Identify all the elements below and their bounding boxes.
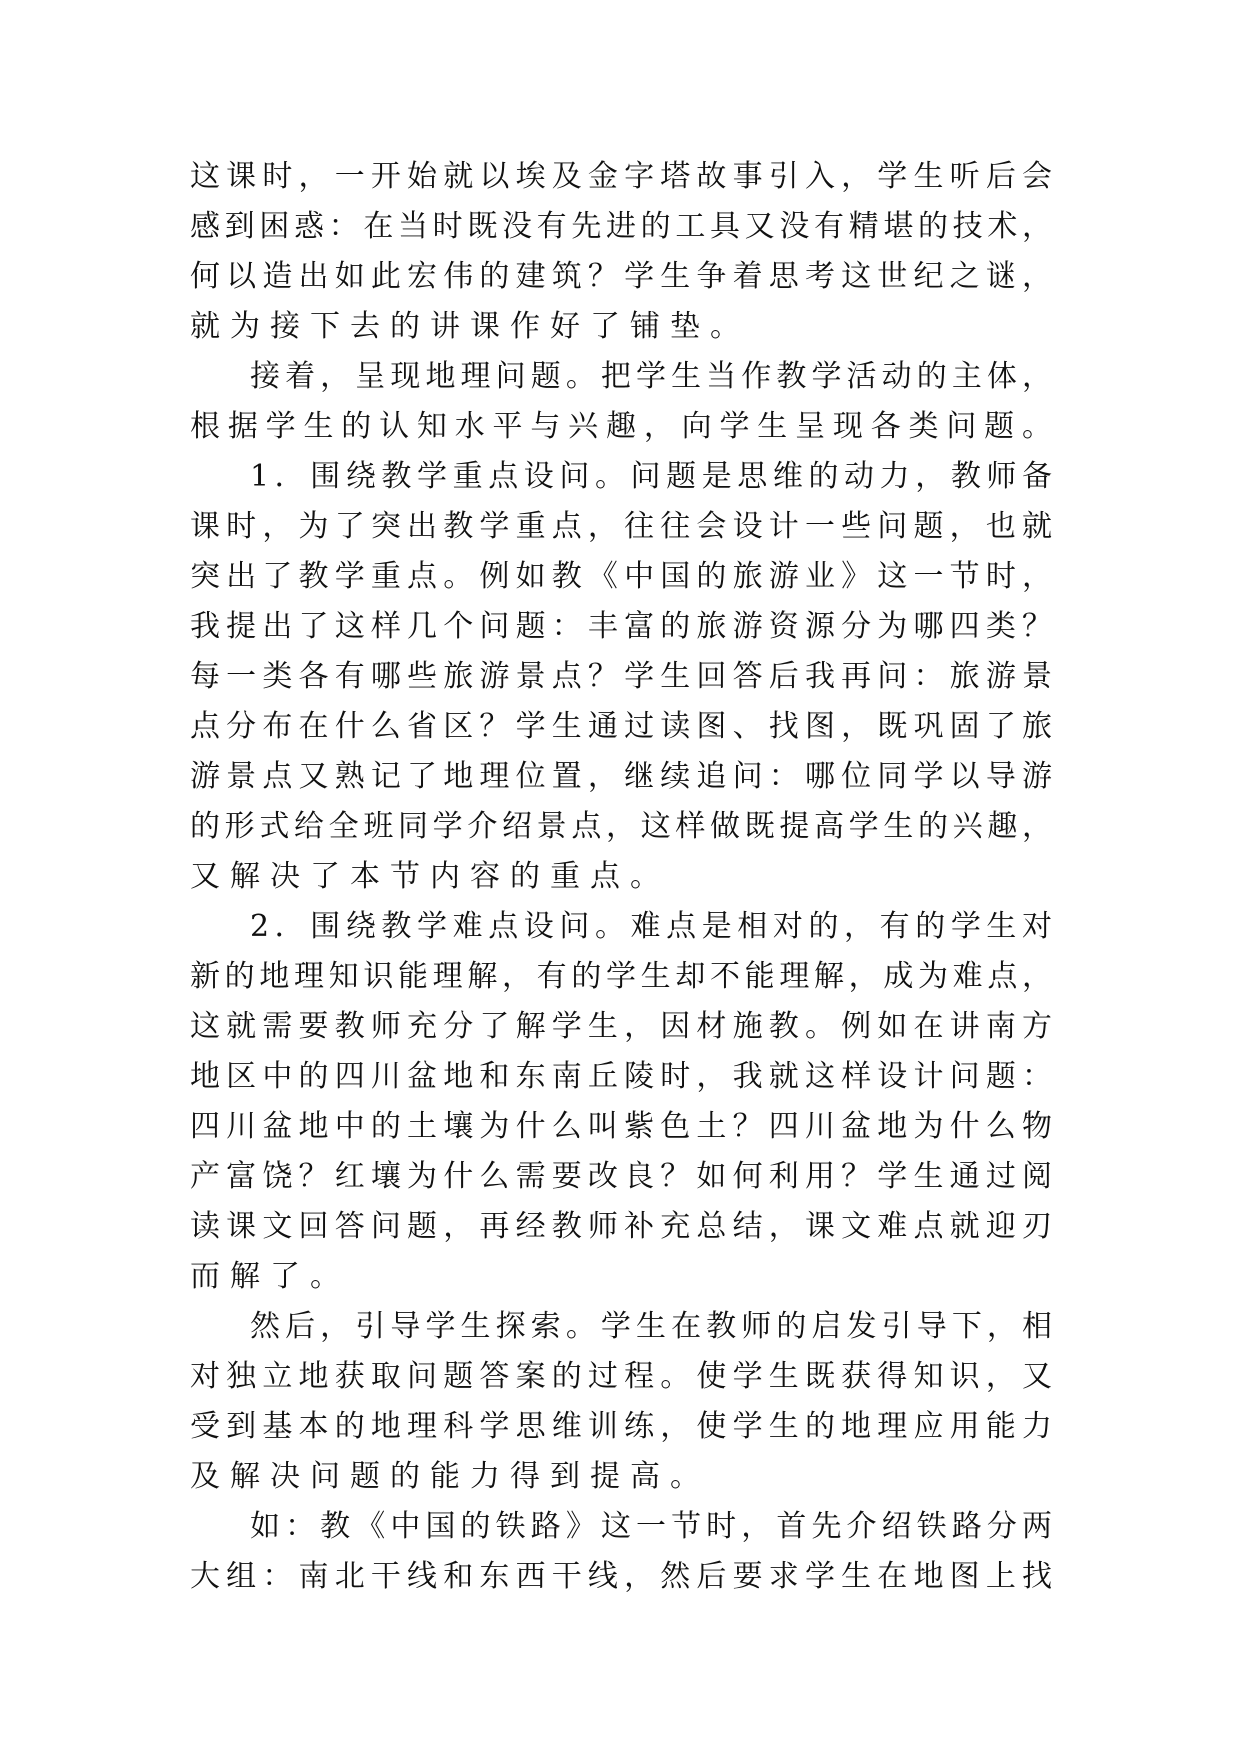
text-line: 地区中的四川盆地和东南丘陵时，我就这样设计问题： [190,1059,1052,1094]
text-line: 根据学生的认知水平与兴趣，向学生呈现各类问题。 [190,409,1052,444]
text-line: 我提出了这样几个问题：丰富的旅游资源分为哪四类？ [190,609,1052,644]
body-text [190,152,1052,1602]
text-line: 这就需要教师充分了解学生，因材施教。例如在讲南方 [190,1009,1052,1044]
text-line: 对独立地获取问题答案的过程。使学生既获得知识，又 [190,1359,1052,1394]
text-line: 课时，为了突出教学重点，往往会设计一些问题，也就 [190,509,1052,544]
text-line: 的形式给全班同学介绍景点，这样做既提高学生的兴趣， [190,809,1052,844]
paragraph-first-line: 2．围绕教学难点设问。难点是相对的，有的学生对 [250,909,1052,944]
text-line: 每一类各有哪些旅游景点？学生回答后我再问：旅游景 [190,659,1052,694]
paragraph-first-line: 1．围绕教学重点设问。问题是思维的动力，教师备 [250,459,1052,494]
text-line: 产富饶？红壤为什么需要改良？如何利用？学生通过阅 [190,1159,1052,1194]
text-line: 这课时，一开始就以埃及金字塔故事引入，学生听后会 [190,159,1052,194]
text-line: 而解了。 [190,1259,350,1294]
paragraph-first-line: 接着，呈现地理问题。把学生当作教学活动的主体， [250,359,1052,394]
text-line: 点分布在什么省区？学生通过读图、找图，既巩固了旅 [190,709,1052,744]
text-line: 又解决了本节内容的重点。 [190,859,670,894]
text-line: 及解决问题的能力得到提高。 [190,1459,710,1494]
text-line: 大组：南北干线和东西干线，然后要求学生在地图上找 [190,1559,1052,1594]
text-line: 四川盆地中的土壤为什么叫紫色土？四川盆地为什么物 [190,1109,1052,1144]
text-line: 新的地理知识能理解，有的学生却不能理解，成为难点， [190,959,1052,994]
text-line: 突出了教学重点。例如教《中国的旅游业》这一节时， [190,559,1052,594]
paragraph-first-line: 然后，引导学生探索。学生在教师的启发引导下，相 [250,1309,1052,1344]
text-line: 感到困惑：在当时既没有先进的工具又没有精堪的技术， [190,209,1052,244]
text-line: 受到基本的地理科学思维训练，使学生的地理应用能力 [190,1409,1052,1444]
text-line: 读课文回答问题，再经教师补充总结，课文难点就迎刃 [190,1209,1052,1244]
text-line: 游景点又熟记了地理位置，继续追问：哪位同学以导游 [190,759,1052,794]
text-line: 就为接下去的讲课作好了铺垫。 [190,309,750,344]
paragraph-first-line: 如：教《中国的铁路》这一节时，首先介绍铁路分两 [250,1509,1052,1544]
text-line: 何以造出如此宏伟的建筑？学生争着思考这世纪之谜， [190,259,1052,294]
